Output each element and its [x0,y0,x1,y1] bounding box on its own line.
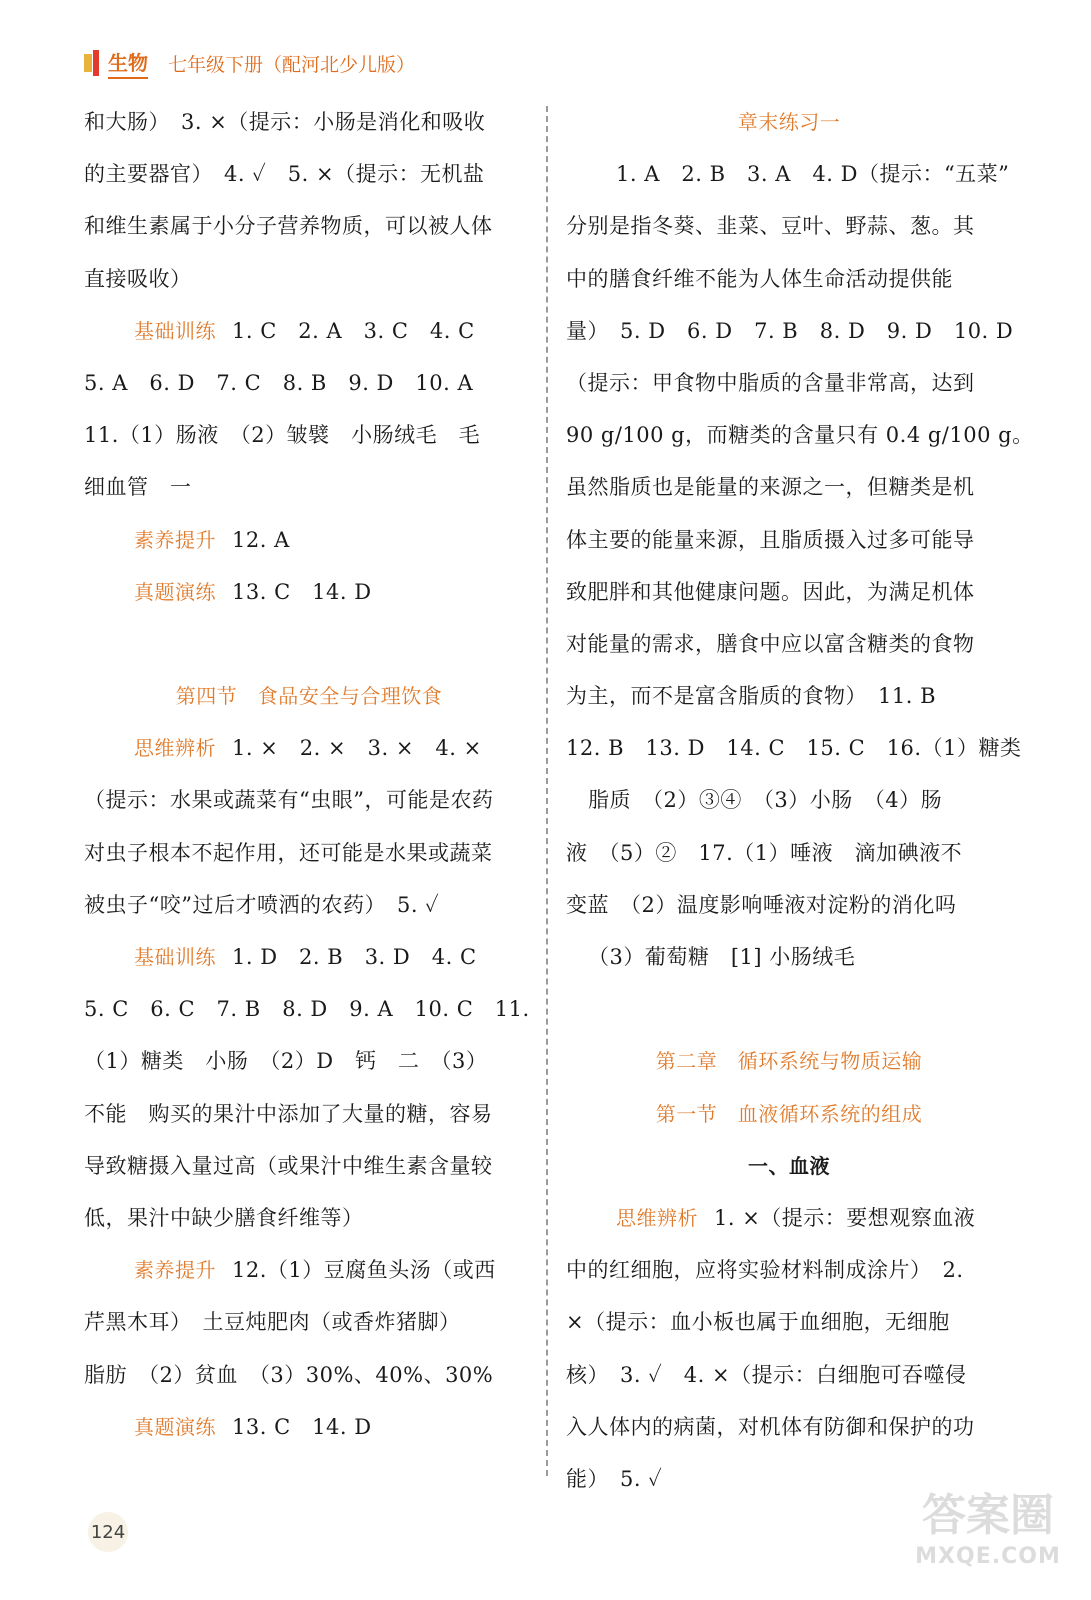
answer-text: 12.（1）豆腐鱼头汤（或西 [232,1258,496,1283]
answer-line: （3）葡萄糖 [1] 小肠绒毛 [588,945,856,969]
header-subject: 生物 [108,47,148,79]
answer-line: 90 g/100 g，而糖类的含量只有 0.4 g/100 g。 [566,423,1034,448]
page-number: 124 [88,1512,128,1552]
answer-text: 12. A [232,527,290,552]
answer-text: 1. C 2. A 3. C 4. C [232,318,475,343]
answer-line: 被虫子“咬”过后才喷洒的农药） 5. ✓ [84,892,440,917]
exercise-label: 素养提升 [134,1258,216,1283]
answer-line: 量） 5. D 6. D 7. B 8. D 9. D 10. D [566,318,1014,343]
answer-text: 1. × 2. × 3. × 4. × [232,736,482,761]
answer-line: 5. C 6. C 7. B 8. D 9. A 10. C 11. [84,997,530,1022]
answer-line: 中的膳食纤维不能为人体生命活动提供能 [566,266,953,291]
answer-line-labeled [84,1401,534,1453]
exercise-label: 思维辨析 [134,736,216,761]
exercise-label: 思维辨析 [616,1205,698,1230]
exercise-label: 素养提升 [134,527,216,552]
answer-text: 1. D 2. B 3. D 4. C [232,945,477,969]
answer-line: 中的红细胞，应将实验材料制成涂片） 2. [566,1258,964,1283]
answer-line: 直接吸收） [84,266,192,291]
answer-line: （提示：甲食物中脂质的含量非常高，达到 [566,370,975,395]
answer-text: 13. C 14. D [232,579,372,604]
answer-line: 分别是指冬葵、韭菜、豆叶、野蒜、葱。其 [566,214,975,239]
answer-line: 12. B 13. D 14. C 15. C 16.（1）糖类 [566,736,1022,761]
answer-line: 的主要器官） 4. ✓ 5. ×（提示：无机盐 [84,162,485,187]
answer-line: （提示：水果或蔬菜有“虫眼”，可能是农药 [84,788,494,813]
answer-text: 13. C 14. D [232,1414,372,1439]
spacer [566,983,1012,1035]
answer-line: 核） 3. ✓ 4. ×（提示：白细胞可吞噬侵 [566,1362,967,1387]
answer-line: 和维生素属于小分子营养物质，可以被人体 [84,214,493,239]
answer-line: 和大肠） 3. ×（提示：小肠是消化和吸收 [84,110,486,134]
exercise-label: 基础训练 [134,945,216,969]
answer-line: 入人体内的病菌，对机体有防御和保护的功 [566,1414,975,1439]
answer-line: 对虫子根本不起作用，还可能是水果或蔬菜 [84,840,493,865]
answer-text: 1. ×（提示：要想观察血液 [714,1205,976,1230]
book-mark-icon [84,50,102,76]
section-title: 第二章 循环系统与物质运输 [655,1049,923,1074]
answer-line: 致肥胖和其他健康问题。因此，为满足机体 [566,579,975,604]
answer-line-labeled [84,722,534,774]
section-title: 章末练习一 [737,110,841,134]
answer-line: 导致糖摄入量过高（或果汁中维生素含量较 [84,1153,493,1178]
section-title: 第一节 血液循环系统的组成 [655,1101,923,1126]
answer-line-labeled [566,1192,1012,1244]
answer-line: 低，果汁中缺少膳食纤维等） [84,1205,364,1230]
answer-line: 脂肪 （2）贫血 （3）30%、40%、30% [84,1362,494,1387]
watermark-url: MXQE.COM [915,1544,1061,1569]
answer-line-labeled [84,931,534,983]
answer-line: 能） 5. ✓ [566,1466,663,1491]
watermark-text: 答案圈 [922,1490,1054,1541]
answer-line: 细血管 一 [84,475,192,500]
exercise-label: 基础训练 [134,318,216,343]
exercise-label: 真题演练 [134,1414,216,1439]
answer-line-labeled [84,566,534,618]
header-grade: 七年级下册（配河北少儿版） [168,53,416,76]
answer-line-labeled [84,1244,534,1296]
subsection-title: 一、血液 [748,1153,830,1178]
answer-line: 5. A 6. D 7. C 8. B 9. D 10. A [84,370,474,395]
column-divider [546,106,548,1476]
answer-line: ×（提示：血小板也属于血细胞，无细胞 [566,1310,950,1335]
page-header [84,46,415,80]
section-title: 第四节 食品安全与合理饮食 [175,684,443,709]
answer-line: 为主，而不是富含脂质的食物） 11. B [566,684,937,709]
answer-line: （1）糖类 小肠 （2）D 钙 二 （3） [84,1049,488,1074]
answer-line-labeled [84,305,534,357]
watermark-logo [913,1488,1063,1588]
answer-line: 对能量的需求，膳食中应以富含糖类的食物 [566,631,975,656]
right-column [566,96,1034,1505]
answer-line: 芹黑木耳） 土豆炖肥肉（或香炸猪脚） [84,1310,461,1335]
exercise-label: 真题演练 [134,579,216,604]
answer-line: 脂质 （2）③④ （3）小肠 （4）肠 [588,788,943,813]
answer-line: 变蓝 （2）温度影响唾液对淀粉的消化吗 [566,892,957,917]
answer-line: 体主要的能量来源，且脂质摄入过多可能导 [566,527,975,552]
spacer [84,618,534,670]
left-column [84,96,534,1453]
answer-line: 1. A 2. B 3. A 4. D（提示：“五菜” [616,162,1010,187]
answer-line: 11.（1）肠液 （2）皱襞 小肠绒毛 毛 [84,423,481,448]
answer-line: 液 （5）② 17.（1）唾液 滴加碘液不 [566,840,963,865]
answer-line: 不能 购买的果汁中添加了大量的糖，容易 [84,1101,493,1126]
answer-line-labeled [84,514,534,566]
answer-line: 虽然脂质也是能量的来源之一，但糖类是机 [566,475,975,500]
